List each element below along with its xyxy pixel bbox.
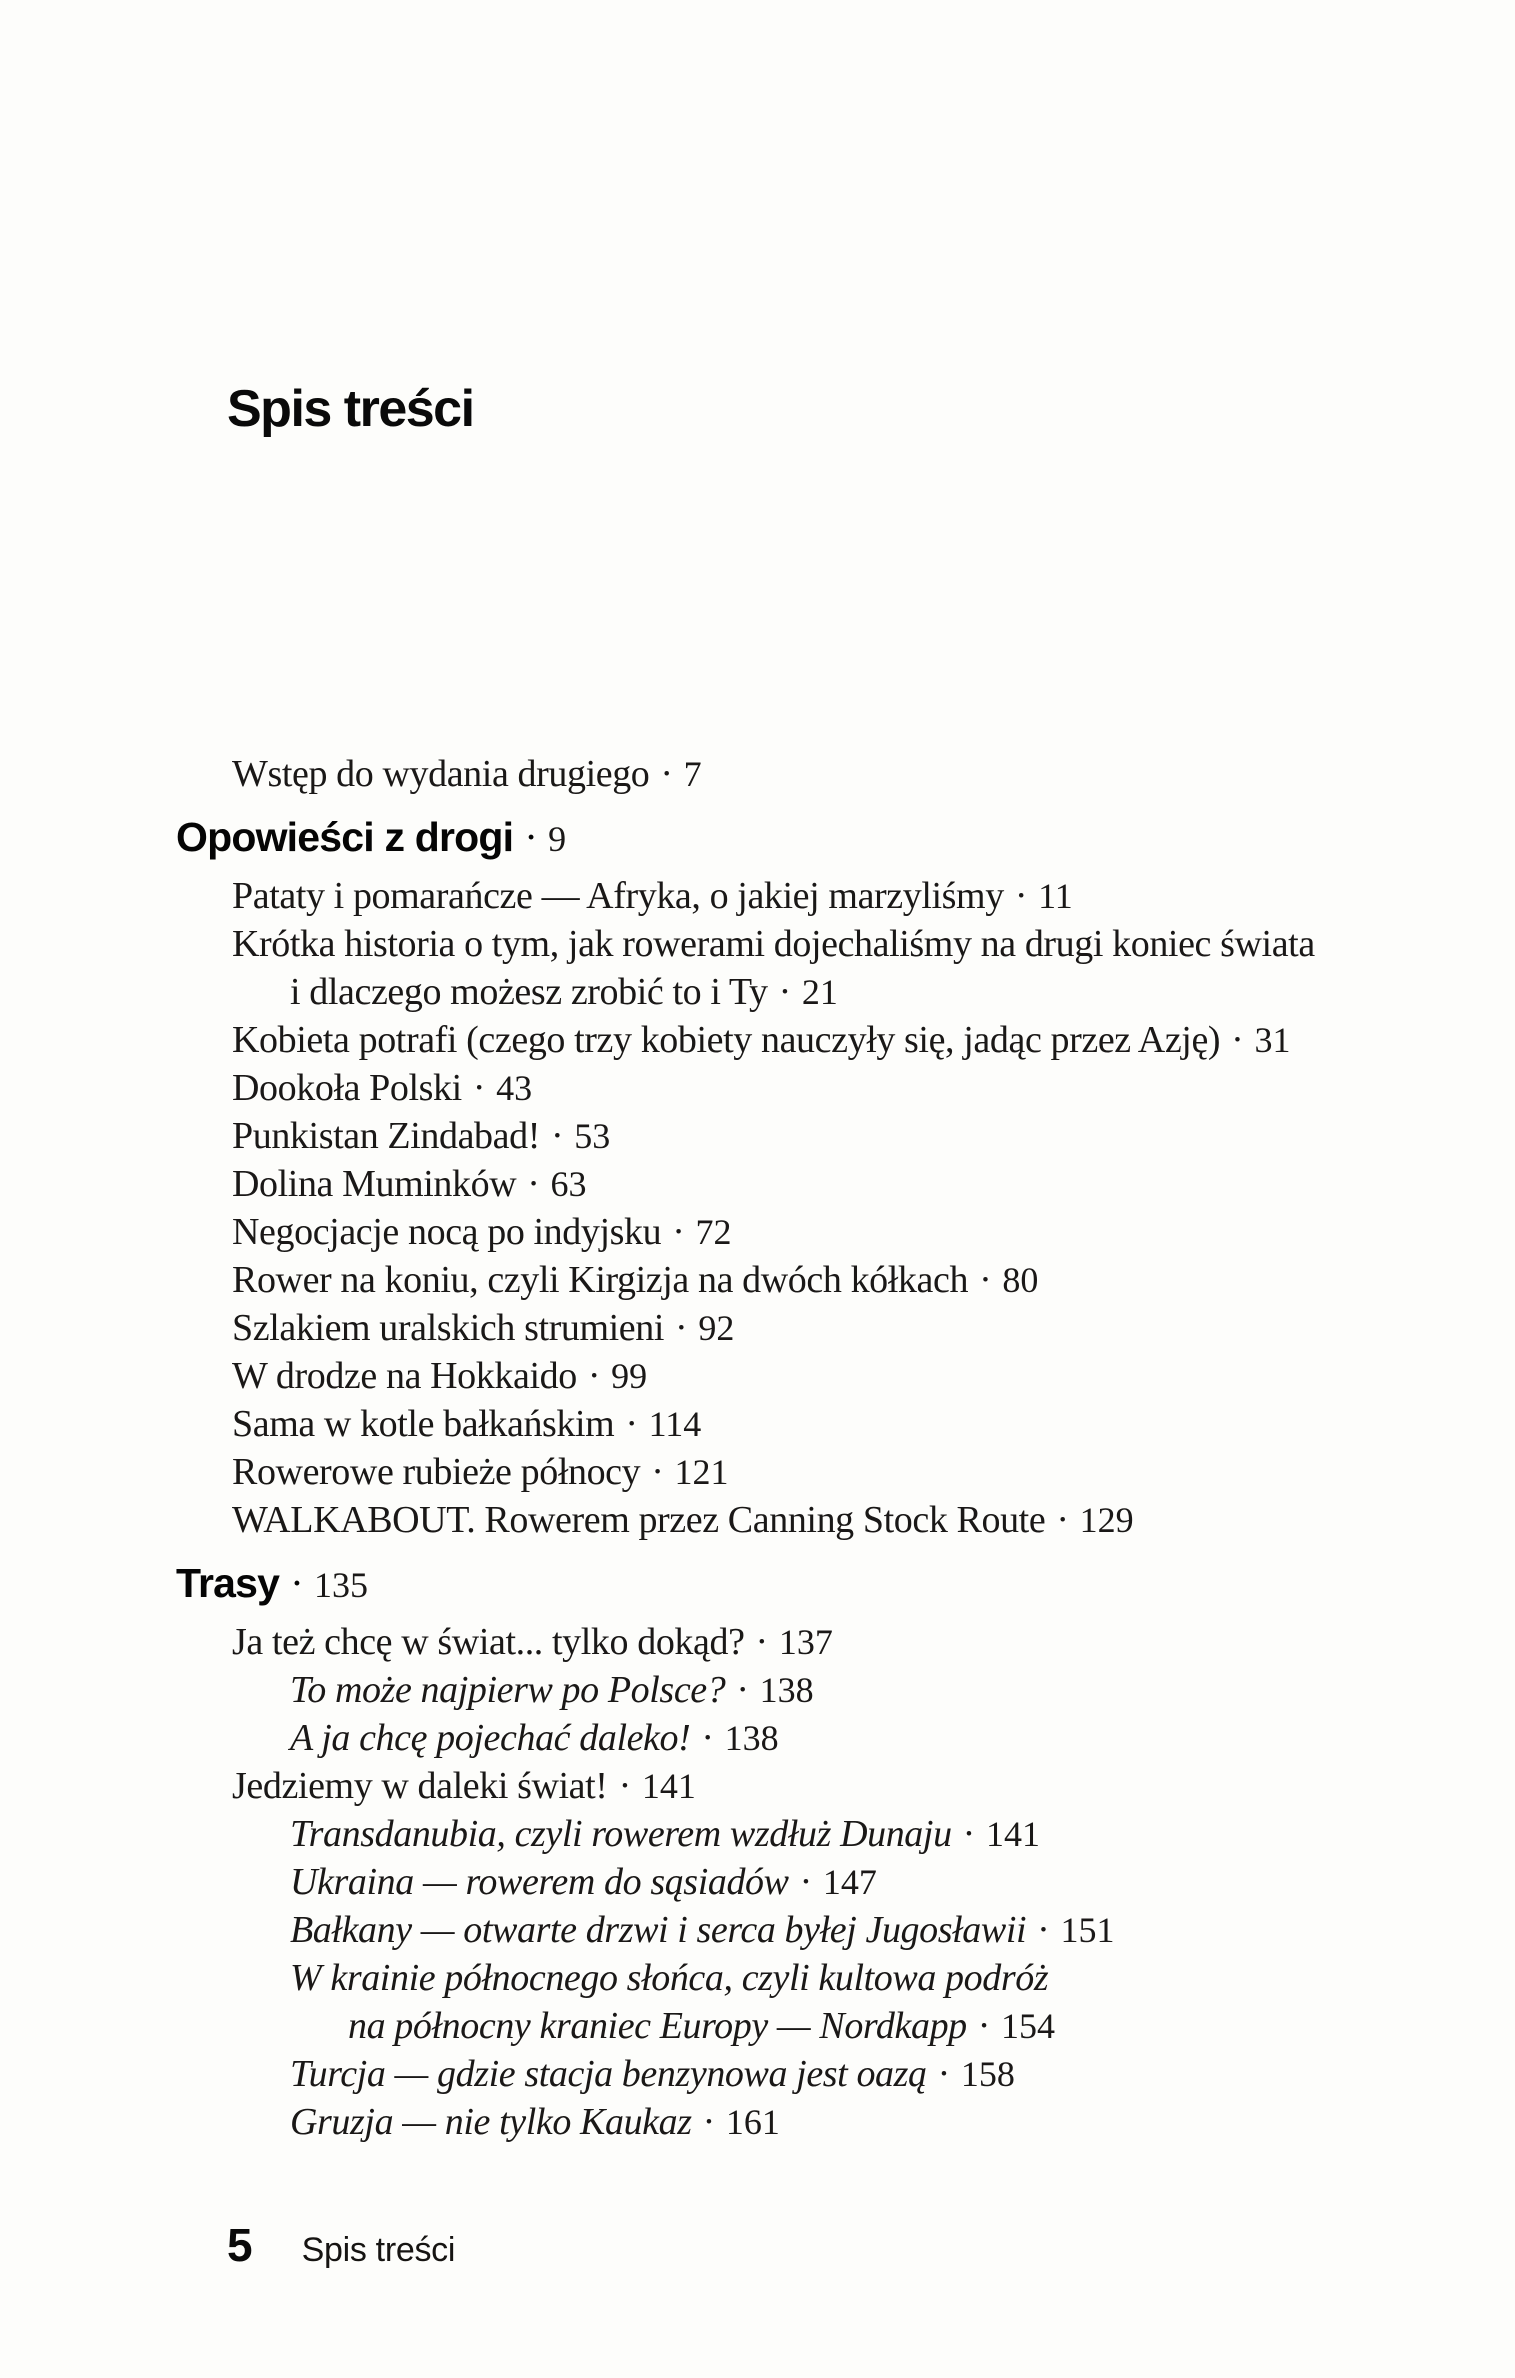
toc-page-number: 80 bbox=[1002, 1260, 1039, 1300]
toc-subentry-continuation bbox=[0, 2002, 1515, 2050]
toc-page-number: 9 bbox=[548, 819, 567, 859]
toc-entry bbox=[0, 1762, 1515, 1810]
footer-page-number: 5 bbox=[227, 2219, 253, 2271]
toc-subentry bbox=[0, 1810, 1515, 1858]
dot-separator: · bbox=[1037, 1909, 1050, 1951]
toc-page-number: 129 bbox=[1079, 1500, 1134, 1540]
toc-page-number: 154 bbox=[1001, 2006, 1056, 2046]
toc-entry-text: Dolina Muminków bbox=[232, 1163, 517, 1205]
toc-entry-text: Jedziemy w daleki świat! bbox=[232, 1765, 608, 1807]
dot-separator: · bbox=[1014, 875, 1028, 917]
toc-entry bbox=[0, 1352, 1515, 1400]
toc-subentry-text: Ukraina — rowerem do sąsiadów bbox=[290, 1861, 789, 1903]
toc-section-title: Trasy bbox=[176, 1560, 280, 1606]
toc-entry-text: W drodze na Hokkaido bbox=[232, 1355, 577, 1397]
toc-entry-text: Sama w kotle bałkańskim bbox=[232, 1403, 615, 1445]
toc-page-number: 31 bbox=[1254, 1020, 1291, 1060]
dot-separator: · bbox=[651, 1451, 664, 1493]
toc-subentry-text: Turcja — gdzie stacja benzynowa jest oazą bbox=[290, 2053, 927, 2095]
toc-page-number: 158 bbox=[960, 2054, 1015, 2094]
toc-entry-text: Pataty i pomarańcze — Afryka, o jakiej marzyliśmy bbox=[232, 875, 1004, 917]
footer-running-title: Spis treści bbox=[301, 2231, 456, 2269]
toc-page-number: 147 bbox=[822, 1862, 877, 1902]
toc-subentry-text: Gruzja — nie tylko Kaukaz bbox=[290, 2101, 692, 2143]
table-of-contents bbox=[0, 750, 1515, 2146]
dot-separator: · bbox=[736, 1669, 749, 1711]
toc-entry-text: Szlakiem uralskich strumieni bbox=[232, 1307, 665, 1349]
toc-subentry bbox=[0, 1954, 1515, 2002]
toc-entry-text: Kobieta potrafi (czego trzy kobiety nauczyły się, jadąc przez Azję) bbox=[232, 1019, 1221, 1061]
toc-page-number: 138 bbox=[759, 1670, 814, 1710]
page-footer bbox=[227, 2218, 455, 2272]
toc-page-number: 138 bbox=[724, 1718, 779, 1758]
toc-entry-continuation bbox=[0, 968, 1515, 1016]
toc-entry-text: Ja też chcę w świat... tylko dokąd? bbox=[232, 1621, 745, 1663]
dot-separator: · bbox=[675, 1307, 688, 1349]
toc-page-number: 11 bbox=[1038, 876, 1073, 916]
toc-page-number: 63 bbox=[550, 1164, 587, 1204]
dot-separator: · bbox=[755, 1621, 768, 1663]
dot-separator: · bbox=[472, 1067, 486, 1109]
toc-subentry-text: W krainie północnego słońca, czyli kultowa podróż bbox=[290, 1957, 1049, 1999]
toc-section-heading bbox=[0, 1558, 1515, 1608]
dot-separator: · bbox=[979, 1259, 992, 1301]
dot-separator: · bbox=[701, 1717, 714, 1759]
toc-page-number: 135 bbox=[314, 1565, 369, 1605]
toc-page-number: 99 bbox=[611, 1356, 648, 1396]
toc-subentry-text: A ja chcę pojechać daleko! bbox=[290, 1717, 691, 1759]
toc-subentry-text: Bałkany — otwarte drzwi i serca byłej Jugosławii bbox=[290, 1909, 1027, 1951]
toc-page-number: 43 bbox=[496, 1068, 533, 1108]
toc-subentry bbox=[0, 1666, 1515, 1714]
toc-page-number: 141 bbox=[985, 1814, 1040, 1854]
toc-entry-text: Wstęp do wydania drugiego bbox=[232, 753, 650, 795]
toc-page-number: 137 bbox=[778, 1622, 833, 1662]
dot-separator: · bbox=[524, 814, 538, 860]
toc-subentry bbox=[0, 2050, 1515, 2098]
toc-entry bbox=[0, 1160, 1515, 1208]
toc-subentry bbox=[0, 1714, 1515, 1762]
toc-entry bbox=[0, 920, 1515, 968]
toc-page-number: 141 bbox=[641, 1766, 696, 1806]
toc-page-number: 21 bbox=[801, 972, 838, 1012]
dot-separator: · bbox=[660, 753, 673, 795]
toc-subentry bbox=[0, 1858, 1515, 1906]
toc-subentry bbox=[0, 1906, 1515, 1954]
toc-entry bbox=[0, 1208, 1515, 1256]
dot-separator: · bbox=[977, 2005, 991, 2047]
toc-entry-text: i dlaczego możesz zrobić to i Ty bbox=[290, 971, 768, 1013]
dot-separator: · bbox=[290, 1560, 304, 1606]
toc-entry bbox=[0, 1618, 1515, 1666]
dot-separator: · bbox=[527, 1163, 540, 1205]
dot-separator: · bbox=[962, 1813, 975, 1855]
toc-page-number: 151 bbox=[1060, 1910, 1115, 1950]
toc-entry-text: WALKABOUT. Rowerem przez Canning Stock Route bbox=[232, 1499, 1046, 1541]
toc-entry bbox=[0, 1112, 1515, 1160]
dot-separator: · bbox=[702, 2101, 715, 2143]
toc-entry-text: Dookoła Polski bbox=[232, 1067, 462, 1109]
toc-page-number: 92 bbox=[698, 1308, 735, 1348]
toc-page-number: 161 bbox=[725, 2102, 780, 2142]
toc-page-number: 7 bbox=[683, 754, 702, 794]
toc-subentry-text: To może najpierw po Polsce? bbox=[290, 1669, 726, 1711]
dot-separator: · bbox=[625, 1403, 638, 1445]
dot-separator: · bbox=[937, 2053, 950, 2095]
dot-separator: · bbox=[618, 1765, 631, 1807]
dot-separator: · bbox=[799, 1861, 812, 1903]
toc-entry bbox=[0, 1064, 1515, 1112]
toc-page-number: 114 bbox=[648, 1404, 702, 1444]
dot-separator: · bbox=[1056, 1499, 1069, 1541]
toc-entry bbox=[0, 1304, 1515, 1352]
toc-subentry-text: na północny kraniec Europy — Nordkapp bbox=[348, 2005, 967, 2047]
toc-page-number: 121 bbox=[674, 1452, 729, 1492]
dot-separator: · bbox=[587, 1355, 601, 1397]
toc-entry-text: Rower na koniu, czyli Kirgizja na dwóch kółkach bbox=[232, 1259, 969, 1301]
dot-separator: · bbox=[1231, 1019, 1244, 1061]
toc-entry bbox=[0, 1016, 1515, 1064]
toc-section-title: Opowieści z drogi bbox=[176, 814, 514, 860]
page-title: Spis treści bbox=[227, 379, 474, 438]
dot-separator: · bbox=[550, 1115, 564, 1157]
toc-entry-text: Krótka historia o tym, jak rowerami dojechaliśmy na drugi koniec świata bbox=[232, 923, 1315, 965]
dot-separator: · bbox=[778, 971, 791, 1013]
toc-section-heading bbox=[0, 812, 1515, 862]
toc-entry bbox=[0, 1256, 1515, 1304]
toc-subentry-text: Transdanubia, czyli rowerem wzdłuż Dunaju bbox=[290, 1813, 952, 1855]
toc-entry bbox=[0, 1448, 1515, 1496]
toc-subentry bbox=[0, 2098, 1515, 2146]
toc-entry bbox=[0, 872, 1515, 920]
toc-entry bbox=[0, 750, 1515, 798]
toc-entry bbox=[0, 1496, 1515, 1544]
toc-page-number: 53 bbox=[574, 1116, 611, 1156]
toc-entry-text: Rowerowe rubieże północy bbox=[232, 1451, 641, 1493]
toc-page-number: 72 bbox=[695, 1212, 732, 1252]
dot-separator: · bbox=[672, 1211, 685, 1253]
toc-entry bbox=[0, 1400, 1515, 1448]
toc-entry-text: Negocjacje nocą po indyjsku bbox=[232, 1211, 662, 1253]
toc-entry-text: Punkistan Zindabad! bbox=[232, 1115, 540, 1157]
